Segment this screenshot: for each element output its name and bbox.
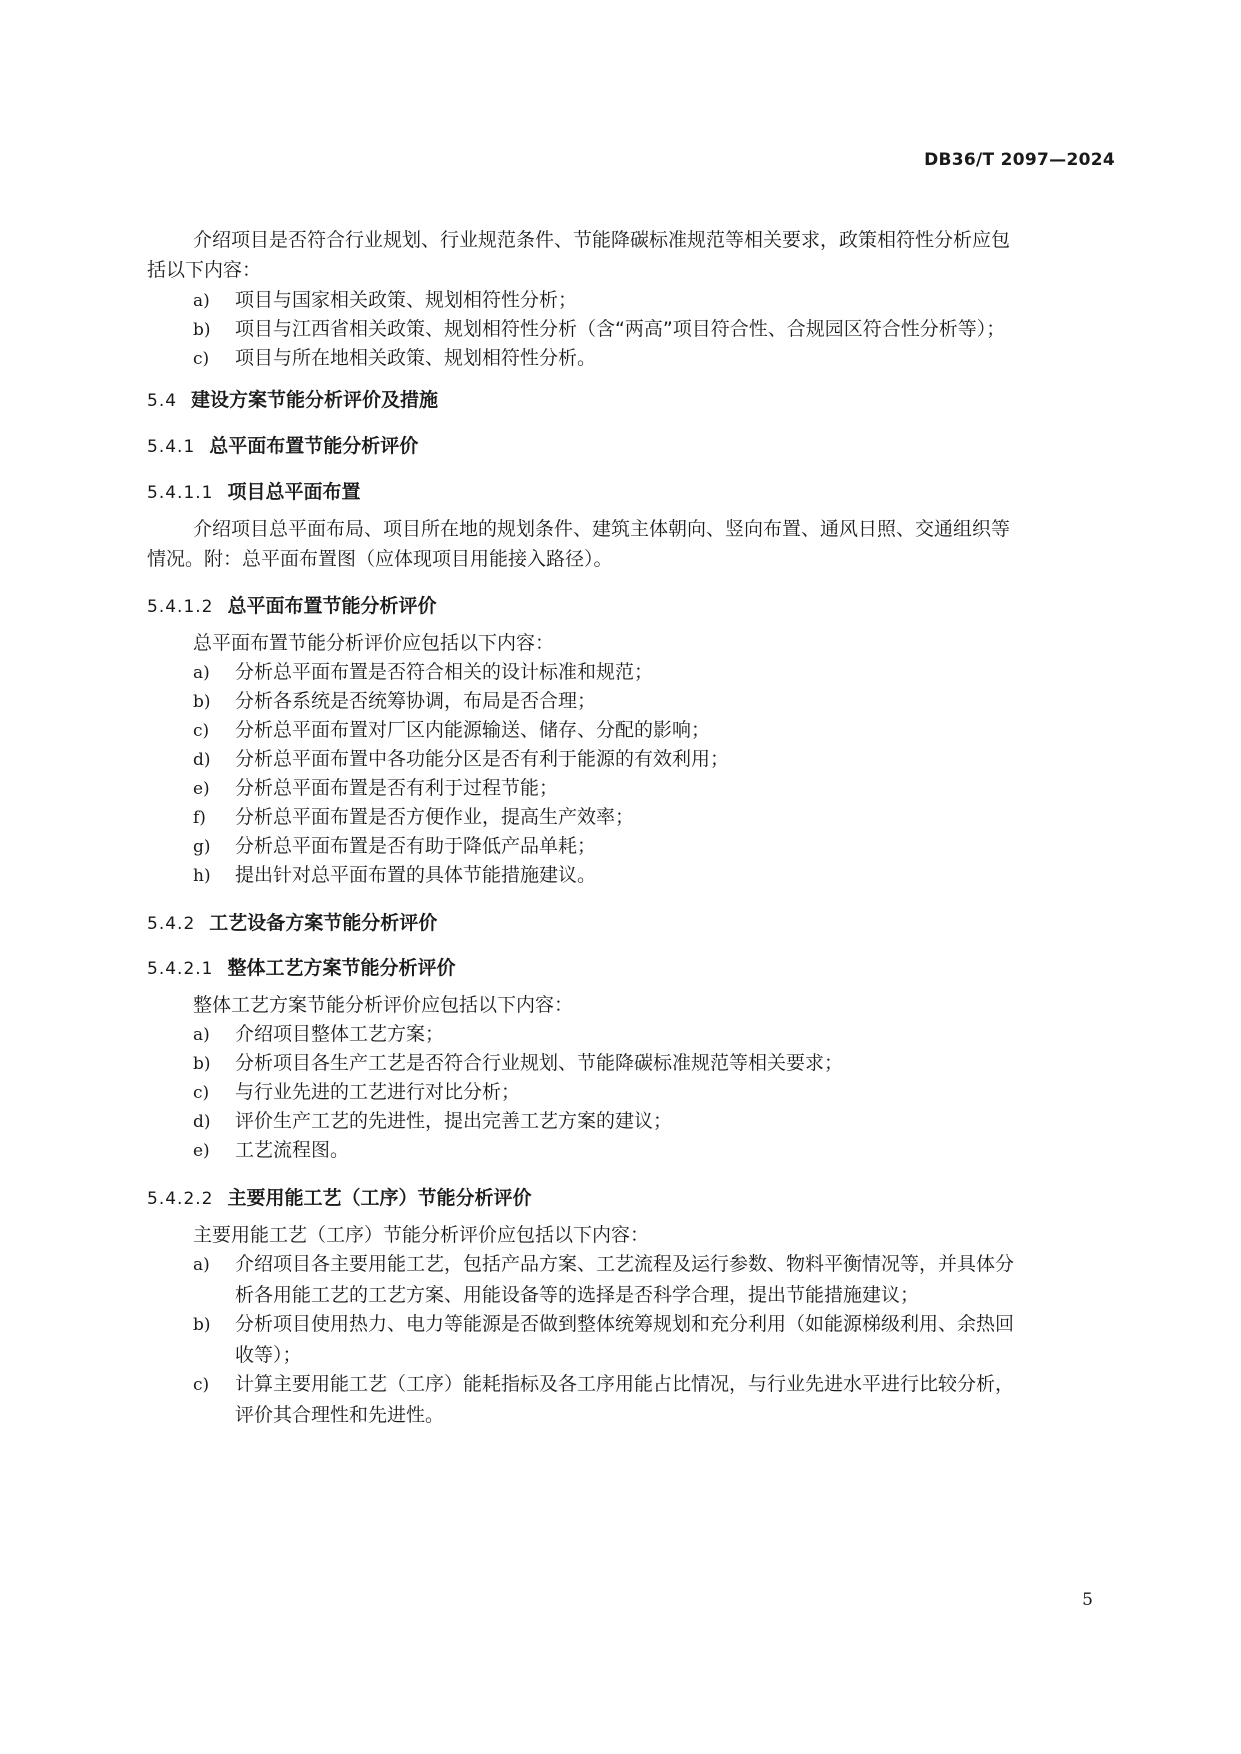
list-label: c) — [193, 721, 210, 741]
list-label: f) — [193, 808, 206, 828]
list-item — [193, 1077, 520, 1108]
list-label: e) — [193, 1141, 210, 1161]
list-item — [193, 831, 596, 862]
page-number: 5 — [1082, 1590, 1093, 1610]
list-text: 分析总平面布置对厂区内能源输送、储存、分配的影响； — [235, 719, 711, 741]
section-number: 5.4.1 — [147, 437, 196, 457]
section-heading-5-4-2 — [147, 908, 437, 935]
list-label: h) — [193, 866, 211, 886]
section-title: 项目总平面布置 — [227, 481, 361, 503]
section-title: 建设方案节能分析评价及措施 — [191, 389, 439, 411]
list-label: a) — [193, 1025, 210, 1045]
list-item — [193, 285, 577, 316]
list-item — [193, 773, 558, 804]
section-number: 5.4.2 — [147, 914, 196, 934]
list-text: 分析总平面布置是否有利于过程节能； — [235, 777, 559, 799]
paragraph-policy-intro — [147, 225, 1010, 285]
list-text: 项目与江西省相关政策、规划相符性分析（含“两高”项目符合性、合规园区符合性分析等）； — [235, 318, 1006, 340]
list-text: 介绍项目整体工艺方案； — [235, 1023, 445, 1045]
list-text: 分析项目使用热力、电力等能源是否做到整体统筹规划和充分利用（如能源梯级利用、余热回 — [235, 1313, 1015, 1335]
list-label: b) — [193, 692, 211, 712]
list-label: c) — [193, 349, 210, 369]
section-heading-5-4-1-1 — [147, 477, 361, 504]
section-title: 主要用能工艺（工序）节能分析评价 — [227, 1187, 532, 1209]
section-heading-5-4-2-2 — [147, 1183, 532, 1210]
paragraph-line: 介绍项目是否符合行业规划、行业规范条件、节能降碳标准规范等相关要求，政策相符性分析应包 — [193, 229, 1011, 251]
list-text: 介绍项目各主要用能工艺，包括产品方案、工艺流程及运行参数、物料平衡情况等，并具体分 — [235, 1253, 1015, 1275]
list-item — [193, 343, 596, 374]
list-text: 提出针对总平面布置的具体节能措施建议。 — [235, 864, 597, 886]
list-label: a) — [193, 291, 210, 311]
list-text: 分析总平面布置是否有助于降低产品单耗； — [235, 835, 597, 857]
section-number: 5.4.1.1 — [147, 483, 214, 503]
list-text: 分析总平面布置中各功能分区是否有利于能源的有效利用； — [235, 748, 730, 770]
list-text-continuation: 评价其合理性和先进性。 — [235, 1404, 445, 1426]
list-item — [193, 1309, 1014, 1370]
list-label: b) — [193, 1315, 211, 1335]
section-title: 总平面布置节能分析评价 — [227, 595, 437, 617]
list-text: 分析各系统是否统筹协调，布局是否合理； — [235, 690, 597, 712]
list-item — [193, 860, 596, 891]
list-text: 项目与国家相关政策、规划相符性分析； — [235, 289, 578, 311]
section-number: 5.4 — [147, 391, 178, 411]
list-label: e) — [193, 779, 210, 799]
list-item — [193, 1019, 444, 1050]
list-text: 分析总平面布置是否符合相关的设计标准和规范； — [235, 661, 654, 683]
list-text: 计算主要用能工艺（工序）能耗指标及各工序用能占比情况，与行业先进水平进行比较分析， — [235, 1373, 1015, 1395]
list-label: g) — [193, 837, 211, 857]
section-heading-5-4-2-1 — [147, 953, 456, 980]
list-item — [193, 1249, 1014, 1310]
list-item — [193, 314, 1005, 345]
list-item — [193, 715, 710, 746]
list-item — [193, 1135, 349, 1166]
section-title: 总平面布置节能分析评价 — [209, 435, 419, 457]
list-item — [193, 744, 729, 775]
list-label: a) — [193, 663, 210, 683]
list-item — [193, 686, 596, 717]
list-text-continuation: 收等）； — [235, 1344, 302, 1366]
document-code-header: DB36/T 2097—2024 — [924, 150, 1115, 170]
section-heading-5-4-1-2 — [147, 591, 437, 618]
paragraph-lead: 总平面布置节能分析评价应包括以下内容： — [193, 632, 555, 654]
list-item — [193, 1106, 672, 1137]
list-item — [193, 802, 634, 833]
list-text: 分析总平面布置是否方便作业，提高生产效率； — [235, 806, 635, 828]
list-label: c) — [193, 1083, 210, 1103]
list-label: a) — [193, 1255, 210, 1275]
list-text: 分析项目各生产工艺是否符合行业规划、节能降碳标准规范等相关要求； — [235, 1052, 844, 1074]
section-number: 5.4.2.2 — [147, 1189, 214, 1209]
section-heading-5-4 — [147, 385, 438, 412]
list-label: b) — [193, 320, 211, 340]
list-label: c) — [193, 1375, 210, 1395]
list-text: 评价生产工艺的先进性，提出完善工艺方案的建议； — [235, 1110, 673, 1132]
section-number: 5.4.1.2 — [147, 597, 214, 617]
list-text: 与行业先进的工艺进行对比分析； — [235, 1081, 521, 1103]
paragraph-lead: 主要用能工艺（工序）节能分析评价应包括以下内容： — [193, 1224, 650, 1246]
list-text: 工艺流程图。 — [235, 1139, 350, 1161]
paragraph-line: 情况。附：总平面布置图（应体现项目用能接入路径）。 — [147, 548, 613, 570]
paragraph-lead: 整体工艺方案节能分析评价应包括以下内容： — [193, 994, 574, 1016]
list-item — [193, 657, 653, 688]
paragraph-line: 介绍项目总平面布局、项目所在地的规划条件、建筑主体朝向、竖向布置、通风日照、交通组织等 — [193, 518, 1011, 540]
list-text: 项目与所在地相关政策、规划相符性分析。 — [235, 347, 597, 369]
section-title: 工艺设备方案节能分析评价 — [209, 912, 438, 934]
paragraph-layout-intro — [147, 514, 1010, 574]
list-label: d) — [193, 1112, 211, 1132]
list-item — [193, 1048, 843, 1079]
list-text-continuation: 析各用能工艺的工艺方案、用能设备等的选择是否科学合理，提出节能措施建议； — [235, 1284, 920, 1306]
list-item — [193, 1369, 1014, 1430]
section-title: 整体工艺方案节能分析评价 — [227, 957, 456, 979]
section-number: 5.4.2.1 — [147, 959, 214, 979]
list-label: d) — [193, 750, 211, 770]
list-label: b) — [193, 1054, 211, 1074]
section-heading-5-4-1 — [147, 431, 418, 458]
paragraph-line: 括以下内容： — [147, 259, 262, 281]
